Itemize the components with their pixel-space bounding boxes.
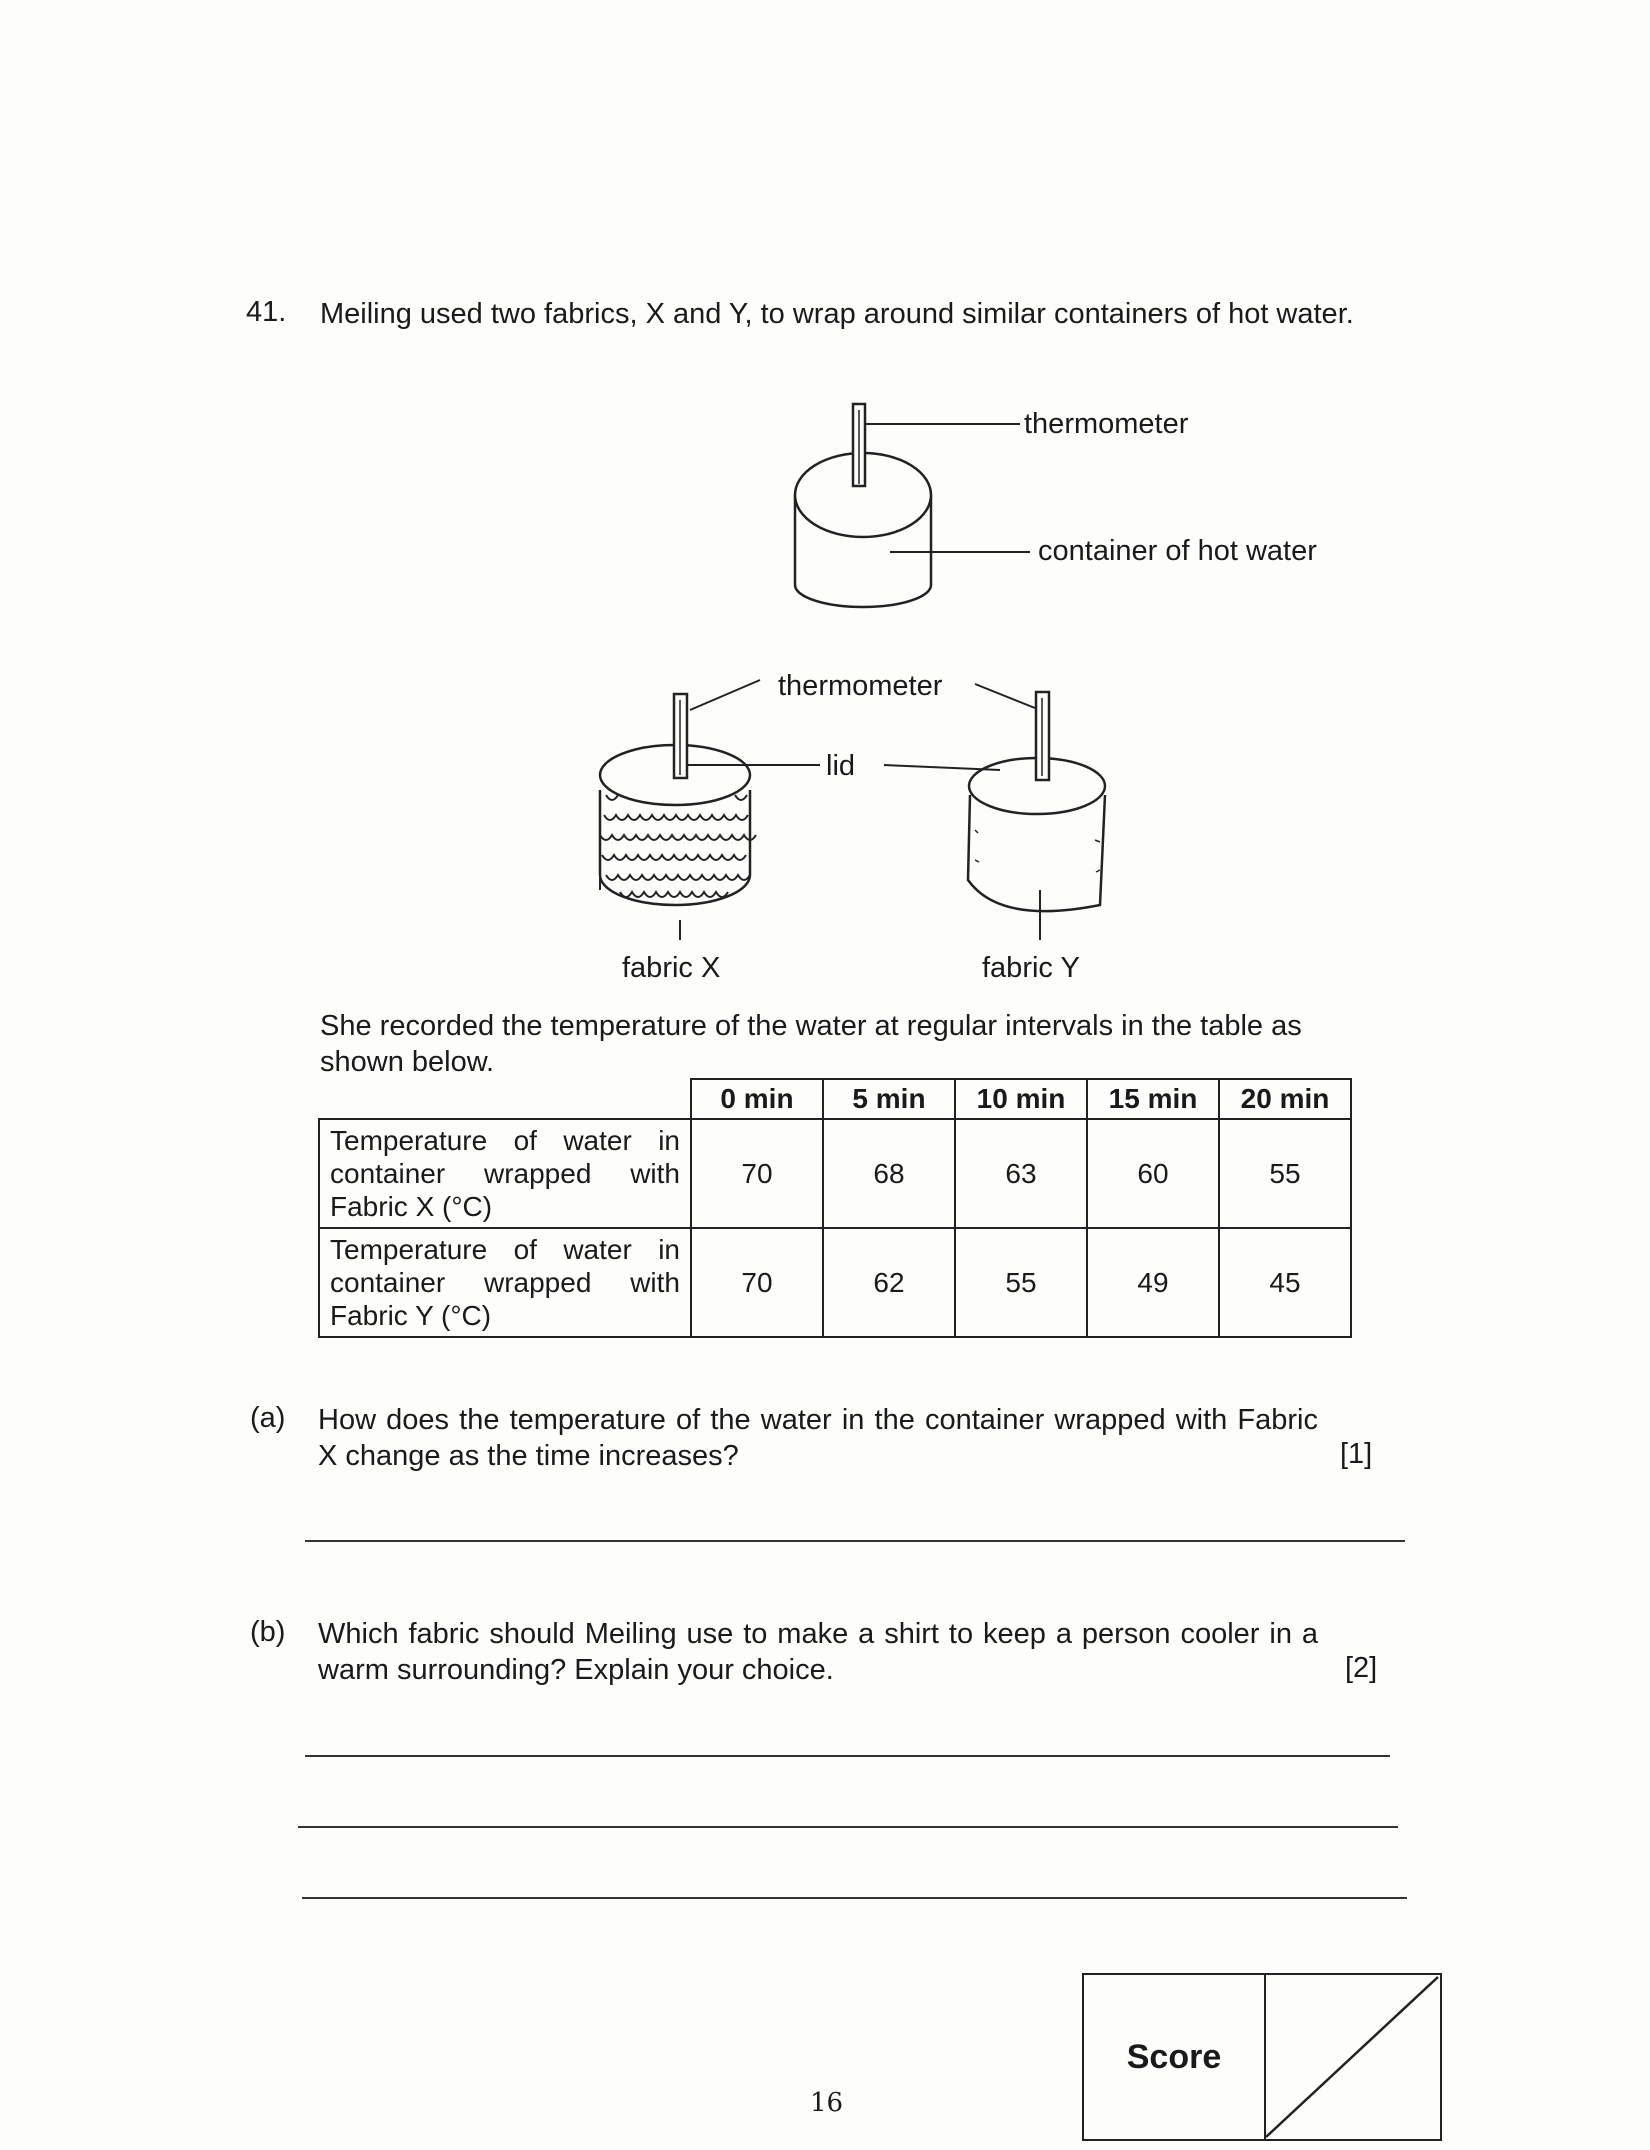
table-cell: 55 xyxy=(955,1228,1087,1337)
table-header: 20 min xyxy=(1219,1079,1351,1119)
answer-line-b1[interactable] xyxy=(305,1755,1390,1757)
table-cell: 70 xyxy=(691,1228,823,1337)
score-box xyxy=(1082,1973,1442,2141)
intro-text: She recorded the temperature of the water at regular intervals in the table as shown below. xyxy=(320,1010,1302,1078)
table-cell: 45 xyxy=(1219,1228,1351,1337)
lid-label: lid xyxy=(826,750,856,782)
answer-line-b3[interactable] xyxy=(302,1897,1407,1899)
row-label-fabric-x: Temperature of water in container wrapped with Fabric X (°C) xyxy=(319,1119,691,1228)
fabric-x-label: fabric X xyxy=(622,952,721,984)
table-cell: 63 xyxy=(955,1119,1087,1228)
part-b-marks: [2] xyxy=(1345,1652,1378,1684)
part-a-label: (a) xyxy=(250,1402,286,1434)
answer-line-a[interactable] xyxy=(305,1540,1405,1542)
part-a-marks: [1] xyxy=(1340,1438,1373,1470)
table-header: 10 min xyxy=(955,1079,1087,1119)
table-row xyxy=(319,1228,1351,1337)
table-cell: 70 xyxy=(691,1119,823,1228)
thermometer-label-1: thermometer xyxy=(1024,408,1189,440)
part-b-label: (b) xyxy=(250,1616,286,1648)
question-text: Meiling used two fabrics, X and Y, to wrap around similar containers of hot water. xyxy=(320,298,1354,330)
fabric-diagram xyxy=(600,680,1105,940)
results-table xyxy=(318,1078,1352,1338)
table-corner xyxy=(319,1079,691,1119)
thermometer-label-2: thermometer xyxy=(778,670,943,702)
container-diagram xyxy=(0,0,1650,1000)
table-cell: 55 xyxy=(1219,1119,1351,1228)
part-b-text: Which fabric should Meiling use to make a shirt to keep a person cooler in a warm surrounding? Explain your choice. xyxy=(318,1618,1318,1686)
answer-line-b2[interactable] xyxy=(298,1826,1398,1828)
question-number: 41. xyxy=(246,296,287,328)
table-cell: 62 xyxy=(823,1228,955,1337)
table-header-row xyxy=(319,1079,1351,1119)
table-cell: 60 xyxy=(1087,1119,1219,1228)
fabric-y-label: fabric Y xyxy=(982,952,1080,984)
row-label-fabric-y: Temperature of water in container wrapped with Fabric Y (°C) xyxy=(319,1228,691,1337)
table-row xyxy=(319,1119,1351,1228)
table-header: 0 min xyxy=(691,1079,823,1119)
table-header: 5 min xyxy=(823,1079,955,1119)
page-number: 16 xyxy=(810,2088,844,2118)
table-cell: 68 xyxy=(823,1119,955,1228)
table-header: 15 min xyxy=(1087,1079,1219,1119)
table-cell: 49 xyxy=(1087,1228,1219,1337)
part-a-text: How does the temperature of the water in the container wrapped with Fabric X change as the time increases? xyxy=(318,1404,1318,1472)
score-label: Score xyxy=(1084,1975,1266,2139)
container-label: container of hot water xyxy=(1038,535,1317,567)
score-diagonal xyxy=(1264,1975,1440,2139)
